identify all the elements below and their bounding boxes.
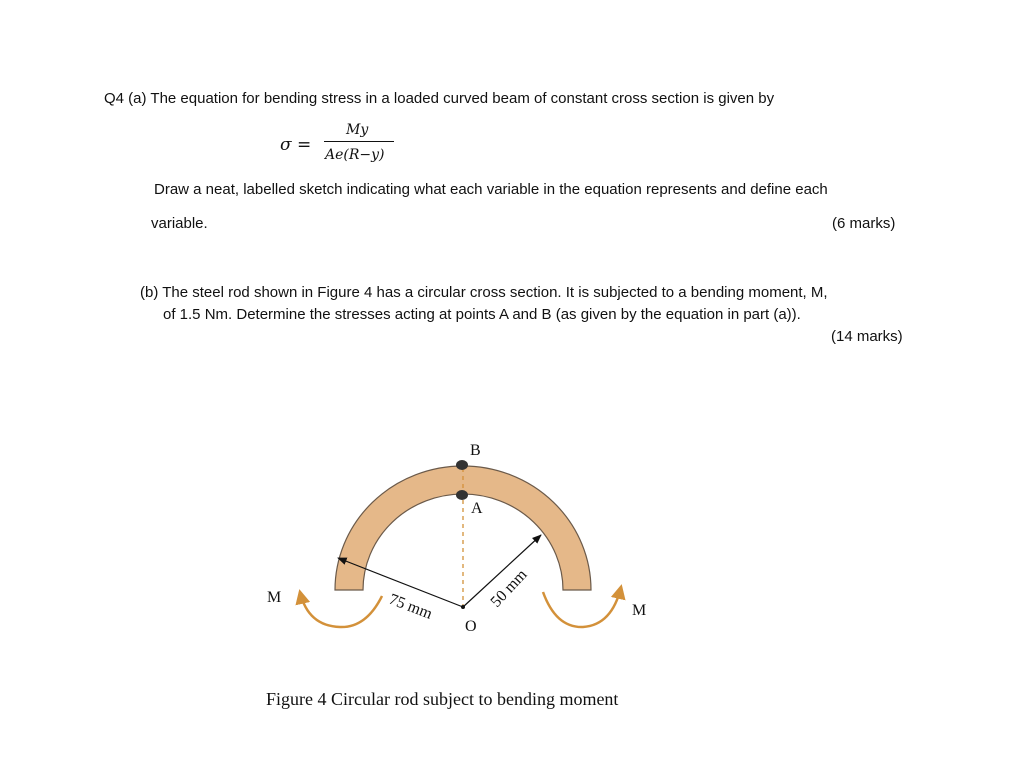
label-center-o: O — [465, 618, 477, 635]
equation-numerator: My — [346, 122, 369, 138]
question-a-intro: Q4 (a) The equation for bending stress in a loaded curved beam of constant cross section is given by — [104, 90, 775, 107]
label-point-b: B — [470, 442, 481, 459]
label-point-a: A — [471, 500, 483, 517]
moment-arrow-right — [543, 587, 621, 627]
figure-caption: Figure 4 Circular rod subject to bending moment — [266, 689, 619, 709]
point-a-marker — [456, 490, 468, 500]
moment-arrow-left — [300, 592, 382, 627]
question-b-marks: (14 marks) — [831, 328, 903, 345]
question-a-instruction-line2: variable. — [151, 215, 208, 232]
point-b-marker — [456, 460, 468, 470]
question-b-line1: (b) The steel rod shown in Figure 4 has a circular cross section. It is subjected to a bending moment, M, — [140, 284, 828, 301]
label-moment-left: M — [267, 589, 282, 606]
question-a-instruction-line1: Draw a neat, labelled sketch indicating what each variable in the equation represents and define each — [154, 181, 828, 198]
equation-denominator: Ae(R−y) — [325, 147, 385, 163]
center-point-marker — [461, 605, 465, 609]
question-b-line2: of 1.5 Nm. Determine the stresses acting at points A and B (as given by the equation in part (a)). — [163, 306, 801, 323]
label-dim-50mm: 50 mm — [487, 566, 531, 611]
label-moment-right: M — [632, 602, 647, 619]
label-dim-75mm: 75 mm — [386, 590, 435, 623]
question-a-marks: (6 marks) — [832, 215, 896, 232]
equation-lhs: σ = — [280, 135, 312, 155]
